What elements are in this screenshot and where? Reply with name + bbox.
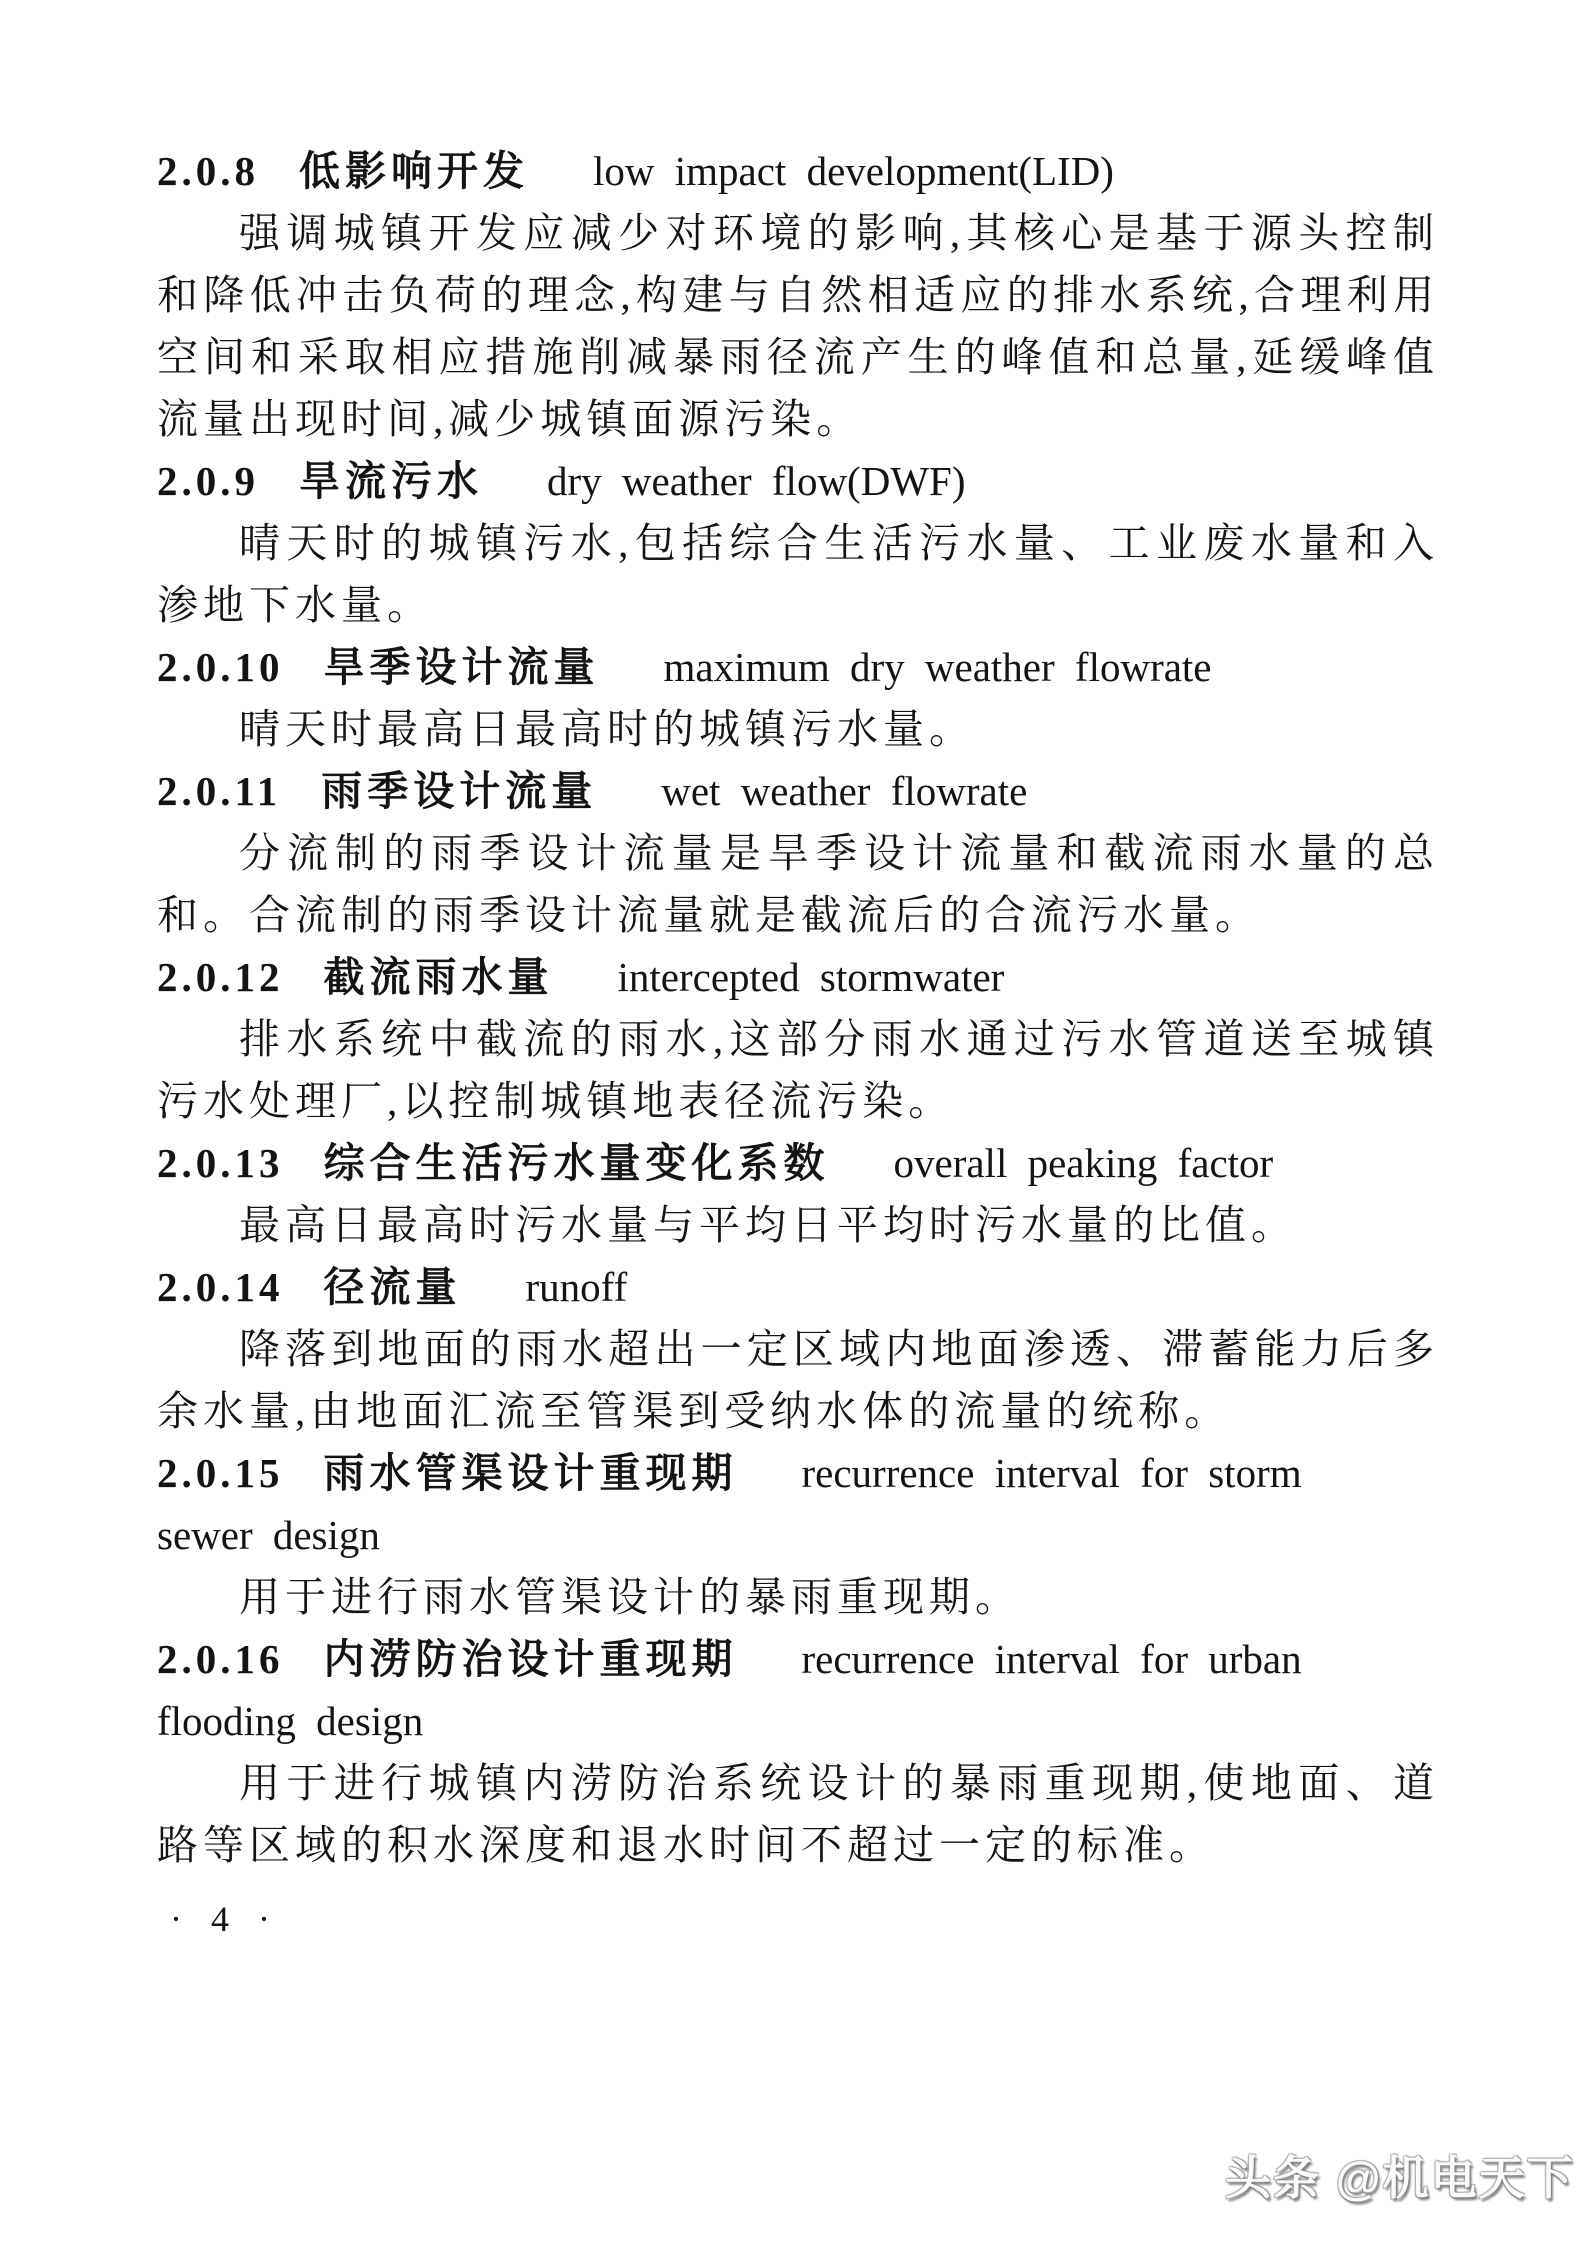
term-name-zh: 径流量 xyxy=(323,1264,462,1310)
term-definition: 降落到地面的雨水超出一定区域内地面渗透、滞蓄能力后多余水量,由地面汇流至管渠到受纳水体的流量的统称。 xyxy=(157,1326,1439,1434)
term-entry-2-0-12 xyxy=(157,946,1439,1132)
term-name-en: runoff xyxy=(525,1264,628,1310)
term-name-en: dry weather flow(DWF) xyxy=(547,458,966,504)
term-definition: 排水系统中截流的雨水,这部分雨水通过污水管道送至城镇污水处理厂,以控制城镇地表径流污染。 xyxy=(157,1016,1439,1124)
term-number: 2.0.14 xyxy=(157,1264,284,1310)
term-number: 2.0.16 xyxy=(157,1636,284,1682)
term-number: 2.0.11 xyxy=(157,768,282,814)
term-name-zh: 截流雨水量 xyxy=(323,954,554,1000)
term-entry-2-0-8 xyxy=(157,140,1439,450)
term-number: 2.0.10 xyxy=(157,644,284,690)
term-entry-2-0-11 xyxy=(157,760,1439,946)
term-heading xyxy=(157,1256,1439,1318)
term-entry-2-0-14 xyxy=(157,1256,1439,1442)
term-entry-2-0-13 xyxy=(157,1132,1439,1256)
term-definition: 用于进行雨水管渠设计的暴雨重现期。 xyxy=(239,1574,1021,1620)
term-entry-2-0-10 xyxy=(157,636,1439,760)
term-number: 2.0.15 xyxy=(157,1450,284,1496)
term-entry-2-0-9 xyxy=(157,450,1439,636)
term-name-en: recurrence interval for storm xyxy=(801,1450,1302,1496)
terminology-section xyxy=(157,140,1439,1876)
term-heading xyxy=(157,1628,1439,1690)
term-name-en-continued: flooding design xyxy=(157,1698,424,1744)
term-name-zh: 旱季设计流量 xyxy=(323,644,600,690)
term-name-en: recurrence interval for urban xyxy=(801,1636,1302,1682)
term-heading xyxy=(157,946,1439,1008)
term-heading xyxy=(157,1132,1439,1194)
term-name-en: low impact development(LID) xyxy=(593,148,1114,194)
term-name-en-continued: sewer design xyxy=(157,1512,380,1558)
term-definition: 最高日最高时污水量与平均日平均时污水量的比值。 xyxy=(239,1202,1297,1248)
term-heading xyxy=(157,760,1439,822)
term-definition: 晴天时最高日最高时的城镇污水量。 xyxy=(239,706,975,752)
term-definition: 分流制的雨季设计流量是旱季设计流量和截流雨水量的总和。合流制的雨季设计流量就是截流后的合流污水量。 xyxy=(157,830,1439,938)
term-name-en: intercepted stormwater xyxy=(617,954,1005,1000)
term-name-zh: 雨季设计流量 xyxy=(321,768,598,814)
term-heading xyxy=(157,1442,1439,1504)
term-name-en: overall peaking factor xyxy=(893,1140,1274,1186)
term-definition: 强调城镇开发应减少对环境的影响,其核心是基于源头控制和降低冲击负荷的理念,构建与自然相适应的排水系统,合理利用空间和采取相应措施削减暴雨径流产生的峰值和总量,延缓峰值流量出现时间,减少城镇面源污染。 xyxy=(157,210,1439,442)
term-definition: 晴天时的城镇污水,包括综合生活污水量、工业废水量和入渗地下水量。 xyxy=(157,520,1439,628)
term-number: 2.0.8 xyxy=(157,148,259,194)
term-definition: 用于进行城镇内涝防治系统设计的暴雨重现期,使地面、道路等区域的积水深度和退水时间不超过一定的标准。 xyxy=(157,1760,1439,1868)
page-number: · 4 · xyxy=(170,1899,280,1939)
term-name-en: wet weather flowrate xyxy=(661,768,1028,814)
term-heading xyxy=(157,450,1439,512)
watermark: 头条 @机电天下 xyxy=(1225,2152,1575,2204)
term-entry-2-0-16 xyxy=(157,1628,1439,1876)
term-number: 2.0.13 xyxy=(157,1140,284,1186)
term-name-zh: 低影响开发 xyxy=(299,148,529,194)
term-name-en: maximum dry weather flowrate xyxy=(663,644,1212,690)
term-name-zh: 综合生活污水量变化系数 xyxy=(323,1140,830,1186)
term-number: 2.0.12 xyxy=(157,954,284,1000)
term-name-zh: 旱流污水 xyxy=(299,458,483,504)
term-heading xyxy=(157,140,1439,202)
term-name-zh: 内涝防治设计重现期 xyxy=(323,1636,738,1682)
term-entry-2-0-15 xyxy=(157,1442,1439,1628)
term-name-zh: 雨水管渠设计重现期 xyxy=(323,1450,738,1496)
term-number: 2.0.9 xyxy=(157,458,259,504)
term-heading xyxy=(157,636,1439,698)
